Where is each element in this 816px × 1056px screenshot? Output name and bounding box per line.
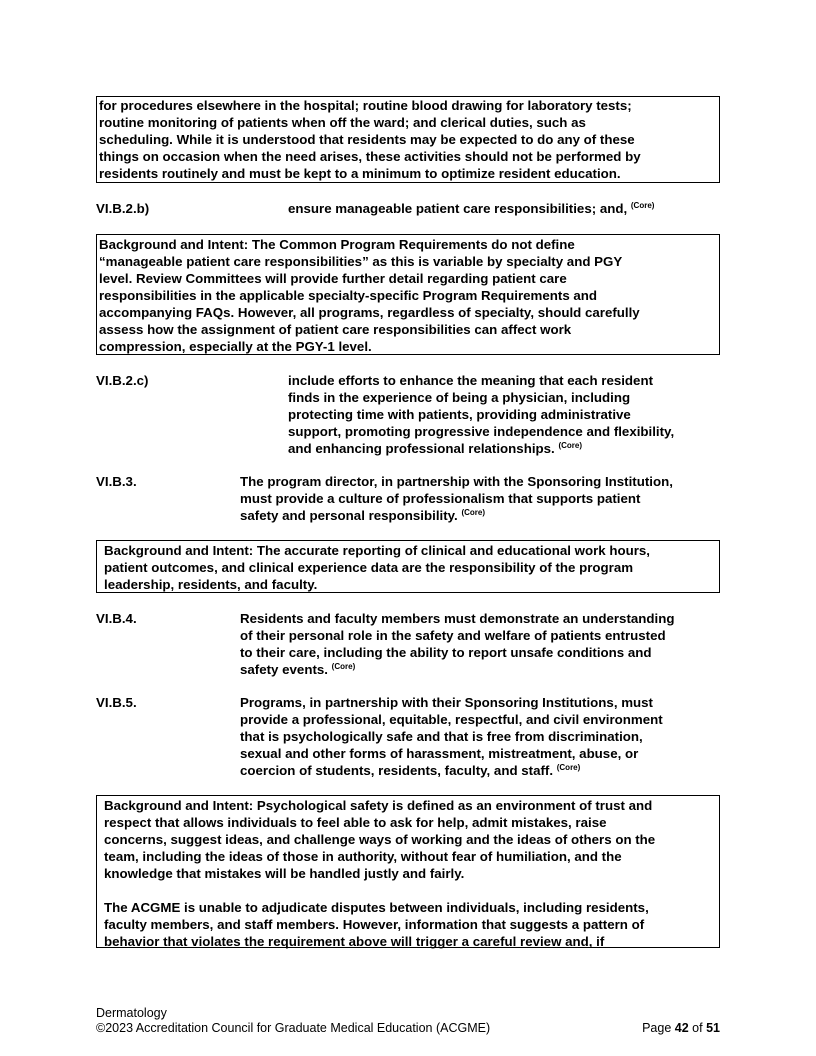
background-intent-box-psychological-safety — [96, 795, 720, 948]
footer-specialty: Dermatology — [96, 1006, 167, 1020]
requirement-number: VI.B.2.c) — [96, 373, 149, 388]
requirement-number: VI.B.2.b) — [96, 201, 150, 216]
box-line: patient outcomes, and clinical experience data are the responsibility of the program — [104, 560, 634, 575]
footer-copyright: ©2023 Accreditation Council for Graduate Medical Education (ACGME) — [96, 1021, 491, 1035]
requirement-number: VI.B.5. — [96, 695, 137, 710]
background-intent-box-reporting — [96, 540, 720, 593]
box-line: The ACGME is unable to adjudicate disputes between individuals, including residents, — [104, 900, 649, 915]
requirement-text: safety and personal responsibility. — [240, 508, 458, 523]
box-line: scheduling. While it is understood that residents may be expected to do any of these — [99, 132, 635, 147]
core-tag: (Core) — [461, 508, 486, 517]
core-tag: (Core) — [556, 763, 581, 772]
box-line: Background and Intent: Psychological safety is defined as an environment of trust and — [104, 798, 653, 813]
requirement-text: ensure manageable patient care responsibilities; and, — [288, 201, 628, 216]
box-line: “manageable patient care responsibilities” as this is variable by specialty and PGY — [99, 254, 623, 269]
core-tag: (Core) — [630, 201, 655, 210]
requirement-text: Programs, in partnership with their Sponsoring Institutions, must — [240, 695, 653, 710]
box-line: residents routinely and must be kept to a minimum to optimize resident education. — [99, 166, 621, 181]
page-current: 42 — [674, 1021, 689, 1035]
box-line: things on occasion when the need arises, these activities should not be performed by — [99, 149, 641, 164]
text-box-duties — [96, 96, 720, 183]
paragraph-gap — [104, 882, 719, 899]
box-line: assess how the assignment of patient care responsibilities can affect work — [99, 322, 572, 337]
requirement-text: provide a professional, equitable, respectful, and civil environment — [240, 712, 663, 727]
box-line: Background and Intent: The Common Program Requirements do not define — [99, 237, 575, 252]
requirement-text: The program director, in partnership with the Sponsoring Institution, — [240, 474, 673, 489]
box-line: responsibilities in the applicable specialty-specific Program Requirements and — [99, 288, 598, 303]
requirement-text: must provide a culture of professionalism that supports patient — [240, 491, 641, 506]
box-line: Background and Intent: The accurate reporting of clinical and educational work hours, — [104, 543, 650, 558]
box-line: knowledge that mistakes will be handled justly and fairly. — [104, 866, 465, 881]
box-line: leadership, residents, and faculty. — [104, 577, 318, 592]
requirement-text: Residents and faculty members must demonstrate an understanding — [240, 611, 675, 626]
box-line: for procedures elsewhere in the hospital; routine blood drawing for laboratory tests; — [99, 98, 632, 113]
requirement-text: sexual and other forms of harassment, mistreatment, abuse, or — [240, 746, 639, 761]
box-line: accompanying FAQs. However, all programs, regardless of specialty, should carefully — [99, 305, 640, 320]
background-intent-box-patient-care — [96, 234, 720, 355]
requirement-number: VI.B.4. — [96, 611, 137, 626]
requirement-text: support, promoting progressive independence and flexibility, — [288, 424, 675, 439]
core-tag: (Core) — [558, 441, 582, 450]
requirement-text: safety events. — [240, 662, 328, 677]
page-prefix: Page — [642, 1021, 672, 1035]
requirement-text: include efforts to enhance the meaning that each resident — [288, 373, 653, 388]
box-line: respect that allows individuals to feel able to ask for help, admit mistakes, raise — [104, 815, 607, 830]
page-total: 51 — [706, 1021, 720, 1035]
requirement-text: to their care, including the ability to report unsafe conditions and — [240, 645, 652, 660]
box-line: team, including the ideas of those in authority, without fear of humiliation, and the — [104, 849, 622, 864]
box-line: compression, especially at the PGY-1 level. — [99, 339, 372, 354]
core-tag: (Core) — [331, 662, 356, 671]
requirement-text: coercion of students, residents, faculty, and staff. — [240, 763, 554, 778]
requirement-text: and enhancing professional relationships. — [288, 441, 555, 456]
page-footer — [96, 1006, 720, 1036]
page-number — [642, 1021, 720, 1036]
box-line: behavior that violates the requirement above will trigger a careful review and, if — [104, 934, 605, 949]
box-line: concerns, suggest ideas, and challenge ways of working and the ideas of others on the — [104, 832, 656, 847]
requirement-text: protecting time with patients, providing administrative — [288, 407, 631, 422]
page-of: of — [692, 1021, 703, 1035]
box-line: faculty members, and staff members. However, information that suggests a pattern of — [104, 917, 645, 932]
requirement-text: finds in the experience of being a physician, including — [288, 390, 631, 405]
requirement-text: that is psychologically safe and that is free from discrimination, — [240, 729, 643, 744]
requirement-text: of their personal role in the safety and welfare of patients entrusted — [240, 628, 666, 643]
requirement-number: VI.B.3. — [96, 474, 137, 489]
box-line: routine monitoring of patients when off the ward; and clerical duties, such as — [99, 115, 586, 130]
box-line: level. Review Committees will provide further detail regarding patient care — [99, 271, 567, 286]
